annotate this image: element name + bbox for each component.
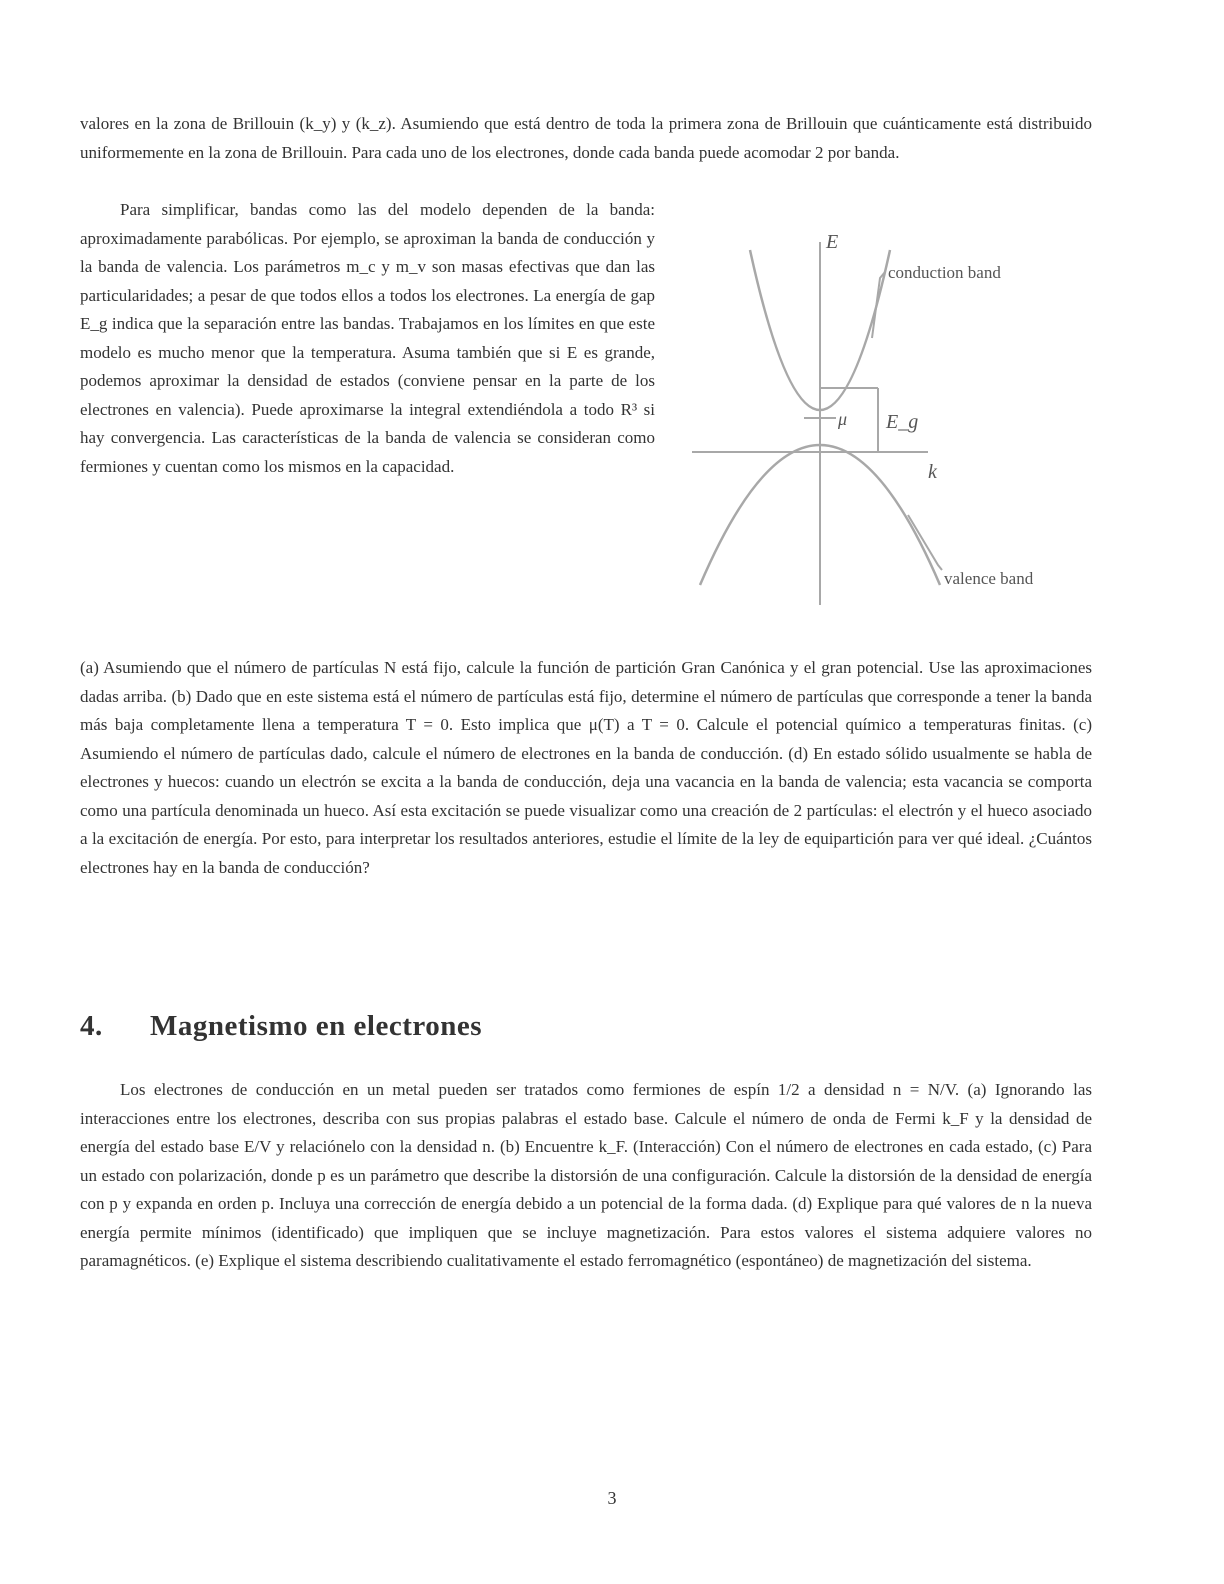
valence-band-label: valence band <box>944 569 1034 588</box>
valence-label-leader <box>908 515 942 570</box>
paragraph-band-model: Para simplificar, bandas como las del modelo dependen de la banda: aproximadamente parabólicas. Por ejemplo, se aproximan la banda de conducción y la banda de valencia. Los parámetros m_c y m_v son masas efectivas que dan las particularidades; a pesar de que todos ellos a todos los electrones. La energía de gap E_g indica que la separación entre las bandas. Trabajamos en los límites en que este modelo es mucho menor que la temperatura. Asuma también que si E es grande, podemos aproximar la densidad de estados (conviene pensar en la parte de los electrones en valencia). Puede aproximarse la integral extendiéndola a todo R³ si hay convergencia. Las características de la banda de valencia se consideran como fermiones y cuentan como los mismos en la capacidad. <box>80 200 655 476</box>
mu-label: μ <box>838 409 848 429</box>
energy-axis-label: E <box>826 231 839 253</box>
gap-label: E_g <box>886 411 919 433</box>
section-number: 4. <box>80 1010 103 1042</box>
section-title: Magnetismo en electrones <box>150 1010 482 1042</box>
paragraph-magnetism: Los electrones de conducción en un metal pueden ser tratados como fermiones de espín 1/2 a densidad n = N/V. (a) Ignorando las interacciones entre los electrones, describa con sus propias palabras el estado base. Calcule el número de onda de Fermi k_F y la densidad de energía del estado base E/V y relaciónelo con la densidad n. (b) Encuentre k_F. (Interacción) Con el número de electrones en cada estado, (c) Para un estado con polarización, donde p es un parámetro que describe la distorsión de una configuración. Calcule la distorsión de la densidad de energía con p y expanda en orden p. Incluya una corrección de energía debido a un potencial de la forma dada. (d) Explique para qué valores de n la nueva energía permite mínimos (identificado) que impliquen que se incluye magnetización. Para estos valores el sistema adquiere valores no paramagnéticos. (e) Explique el sistema describiendo cualitativamente el estado ferromagnético (espontáneo) de magnetización del sistema. <box>80 1080 1092 1270</box>
paragraph-questions: (a) Asumiendo que el número de partículas N está fijo, calcule la función de partición Gran Canónica y el gran potencial. Use las aproximaciones dadas arriba. (b) Dado que en este sistema está el número de partículas está fijo, determine el número de partículas que corresponde a tener la banda más baja completamente llena a temperatura T = 0. Esto implica que μ(T) a T = 0. Calcule el potencial químico a temperaturas finitas. (c) Asumiendo el número de partículas dado, calcule el número de electrones en la banda de conducción. (d) En estado sólido usualmente se habla de electrones y huecos: cuando un electrón se excita a la banda de conducción, deja una vacancia en la banda de valencia; esta vacancia se comporta como una partícula denominada un hueco. Así esta excitación se puede visualizar como una creación de 2 partículas: el electrón y el hueco asociado a la excitación de energía. Por esto, para interpretar los resultados anteriores, estudie el límite de la ley de equipartición para ver qué ideal. ¿Cuántos electrones hay en la banda de conducción? <box>80 658 1092 877</box>
momentum-axis-label: k <box>928 461 937 483</box>
band-structure-figure <box>680 220 1100 620</box>
section-heading <box>80 1010 482 1043</box>
page-number: 3 <box>607 1488 617 1508</box>
conduction-band-label: conduction band <box>888 263 1001 282</box>
paragraph-top: valores en la zona de Brillouin (k_y) y (k_z). Asumiendo que está dentro de toda la primera zona de Brillouin que cuánticamente está distribuido uniformemente en la zona de Brillouin. Para cada uno de los electrones, donde cada banda puede acomodar 2 por banda. <box>80 114 1092 162</box>
